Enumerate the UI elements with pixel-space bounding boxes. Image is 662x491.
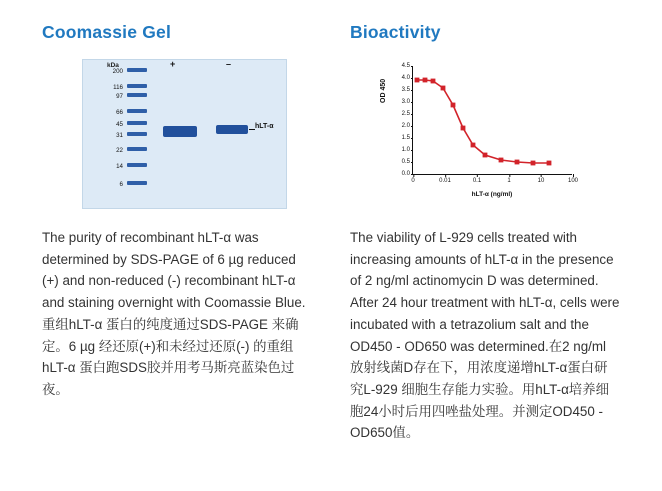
gel-band-nonreduced xyxy=(216,125,248,134)
chart-xtick-100: 100 xyxy=(567,178,579,184)
gel-band-reduced xyxy=(163,126,197,137)
gel-ladder-lane xyxy=(127,68,147,200)
mw-label-45: 45 xyxy=(116,121,123,128)
mw-label-200: 200 xyxy=(112,68,123,75)
chart-x-axis-label: hLT-α (ng/ml) xyxy=(471,191,513,198)
panel-title-bioactivity: Bioactivity xyxy=(350,22,441,42)
panel-bioactivity xyxy=(348,22,638,457)
gel-lane-label-minus: – xyxy=(226,59,232,69)
chart-ytick-6: 3.0 xyxy=(401,99,410,105)
mw-label-116: 116 xyxy=(113,84,123,91)
chart-ytick-5: 2.5 xyxy=(401,111,410,117)
chart-ytick-9: 4.5 xyxy=(401,63,410,69)
caption-bioactivity: The viability of L-929 cells treated with increasing amounts of hLT-α in the presence of 2 ng/ml actinomycin D was determined. After 24 hour treatment with hLT-α, cells were incubated with a tetrazolium salt and the OD450 - OD650 was determined.在2 ng/ml 放射线菌D存在下，用浓度递增hLT-α蛋白研究L-929 细胞生存能力实验。用hLT-α培养细胞24小时后用四唑盐处理。并测定OD450 - OD650值。 xyxy=(350,230,620,441)
chart-ytick-4: 2.0 xyxy=(401,123,410,129)
caption-coomassie-gel: The purity of recombinant hLT-α was determined by SDS-PAGE of 6 µg reduced (+) and non-reduced (-) recombinant hLT-α and staining overnight with Coomassie Blue.重组hLT-α 蛋白的纯度通过SDS-PAGE 来确定。6 µg 经还原(+)和未经过还原(-) 的重组hLT-α 蛋白跑SDS胶并用考马斯亮蓝染色过夜。 xyxy=(42,230,306,397)
gel-target-band-label: hLT-α xyxy=(255,123,274,130)
chart-ytick-0: 0.0 xyxy=(401,171,410,177)
two-column-layout xyxy=(40,22,648,457)
chart-plot-area xyxy=(401,63,579,184)
chart-y-axis-label: OD 450 xyxy=(380,78,387,103)
mw-label-6: 6 xyxy=(119,181,123,188)
panel-title-coomassie-gel: Coomassie Gel xyxy=(42,22,172,42)
mw-label-22: 22 xyxy=(116,147,123,154)
gel-image xyxy=(82,59,287,209)
mw-label-14: 14 xyxy=(116,163,123,170)
bioactivity-figure xyxy=(348,59,638,209)
gel-figure xyxy=(40,59,330,209)
chart-ytick-1: 0.5 xyxy=(401,159,410,165)
bioactivity-chart xyxy=(378,59,593,209)
chart-xtick-1: 1 xyxy=(507,178,511,184)
chart-ytick-7: 3.5 xyxy=(401,87,410,93)
chart-series-line xyxy=(413,67,573,175)
mw-label-97: 97 xyxy=(116,93,123,100)
panel-coomassie-gel xyxy=(40,22,330,457)
gel-kda-label: kDa xyxy=(107,62,119,69)
chart-xtick-001: 0.01 xyxy=(439,178,451,184)
mw-label-31: 31 xyxy=(116,132,123,139)
chart-xtick-0: 0 xyxy=(411,178,415,184)
chart-xtick-01: 0.1 xyxy=(472,178,482,184)
mw-label-66: 66 xyxy=(116,109,123,116)
chart-xtick-10: 10 xyxy=(537,178,545,184)
chart-ytick-8: 4.0 xyxy=(401,75,410,81)
chart-ytick-3: 1.5 xyxy=(401,135,410,141)
gel-lane-label-plus: + xyxy=(170,59,176,69)
chart-ytick-2: 1.0 xyxy=(401,147,410,153)
